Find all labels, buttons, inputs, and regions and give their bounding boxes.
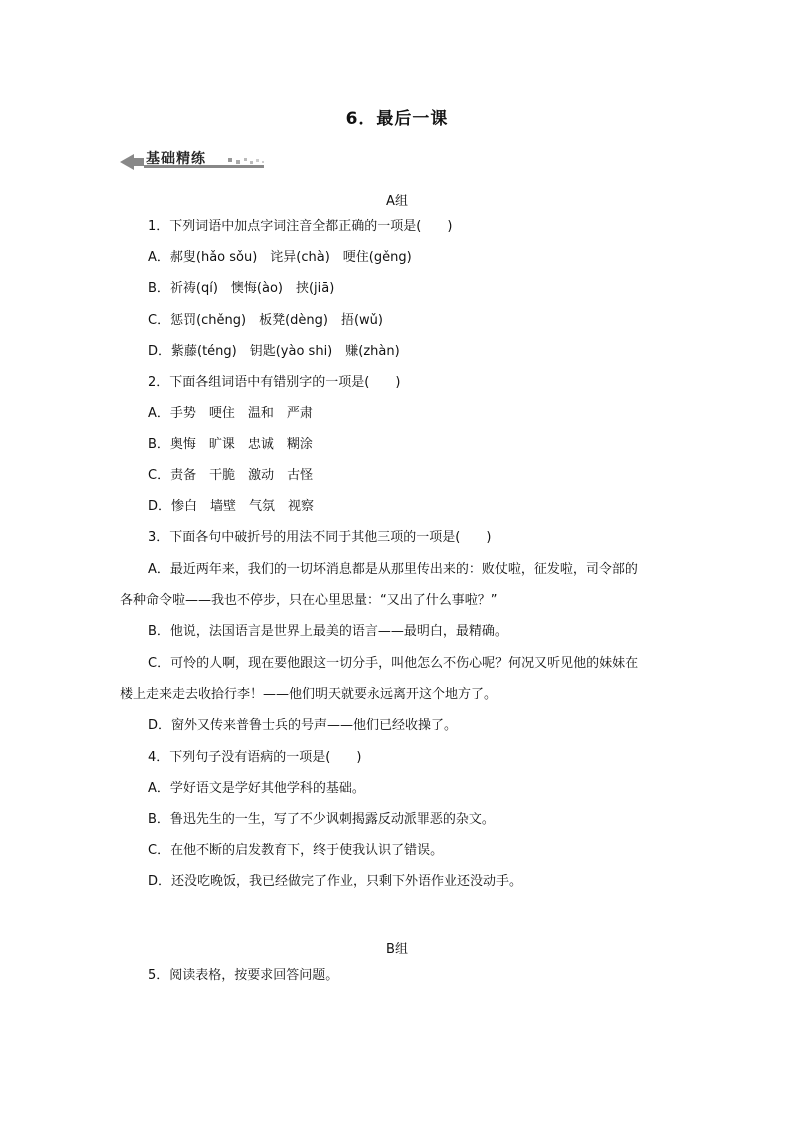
group-b-heading: B组 xyxy=(386,942,408,957)
q2-option-b: B．奥悔 旷课 忠诚 糊涂 xyxy=(148,437,313,452)
group-a-heading: A组 xyxy=(386,194,408,209)
q4-stem: 4．下列句子没有语病的一项是( ) xyxy=(148,750,362,765)
q1-option-d: D．紫藤(téng) 钥匙(yào shi) 赚(zhàn) xyxy=(148,344,400,359)
q3-option-a-line1: A．最近两年来，我们的一切坏消息都是从那里传出来的：败仗啦，征发啦，司令部的 xyxy=(148,562,638,577)
q2-stem: 2．下面各组词语中有错别字的一项是( ) xyxy=(148,375,401,390)
q4-option-b: B．鲁迅先生的一生，写了不少讽刺揭露反动派罪恶的杂文。 xyxy=(148,812,495,827)
q4-option-c: C．在他不断的启发教育下，终于使我认识了错误。 xyxy=(148,843,444,858)
section-banner xyxy=(120,148,270,170)
q2-option-c: C．责备 干脆 激动 古怪 xyxy=(148,468,314,483)
q5-stem: 5．阅读表格，按要求回答问题。 xyxy=(148,968,339,983)
q4-option-a: A．学好语文是学好其他学科的基础。 xyxy=(148,781,365,796)
page-title: 6．最后一课 xyxy=(345,109,449,129)
q1-option-c: C．惩罚(chěng) 板凳(dèng) 捂(wǔ) xyxy=(148,313,383,328)
q1-option-a: A．郝叟(hǎo sǒu) 诧异(chà) 哽住(gěng) xyxy=(148,250,412,265)
q3-option-a-line2: 各种命令啦——我也不停步，只在心里思量：“又出了什么事啦？” xyxy=(120,593,498,608)
q3-stem: 3．下面各句中破折号的用法不同于其他三项的一项是( ) xyxy=(148,530,492,545)
q3-option-c-line2: 楼上走来走去收拾行李！——他们明天就要永远离开这个地方了。 xyxy=(120,687,498,702)
q3-option-c-line1: C．可怜的人啊，现在要他跟这一切分手，叫他怎么不伤心呢？何况又听见他的妹妹在 xyxy=(148,656,639,671)
q3-option-b: B．他说，法国语言是世界上最美的语言——最明白，最精确。 xyxy=(148,624,508,639)
q4-option-d: D．还没吃晚饭，我已经做完了作业，只剩下外语作业还没动手。 xyxy=(148,874,523,889)
q2-option-a: A．手势 哽住 温和 严肃 xyxy=(148,406,313,421)
q2-option-d: D．惨白 墙壁 气氛 视察 xyxy=(148,499,315,514)
q3-option-d: D．窗外又传来普鲁士兵的号声——他们已经收操了。 xyxy=(148,718,458,733)
q1-stem: 1．下列词语中加点字词注音全都正确的一项是( ) xyxy=(148,219,453,234)
banner-label: 基础精练 xyxy=(146,151,206,167)
q1-option-b: B．祈祷(qí) 懊悔(ào) 挟(jiā) xyxy=(148,281,335,296)
